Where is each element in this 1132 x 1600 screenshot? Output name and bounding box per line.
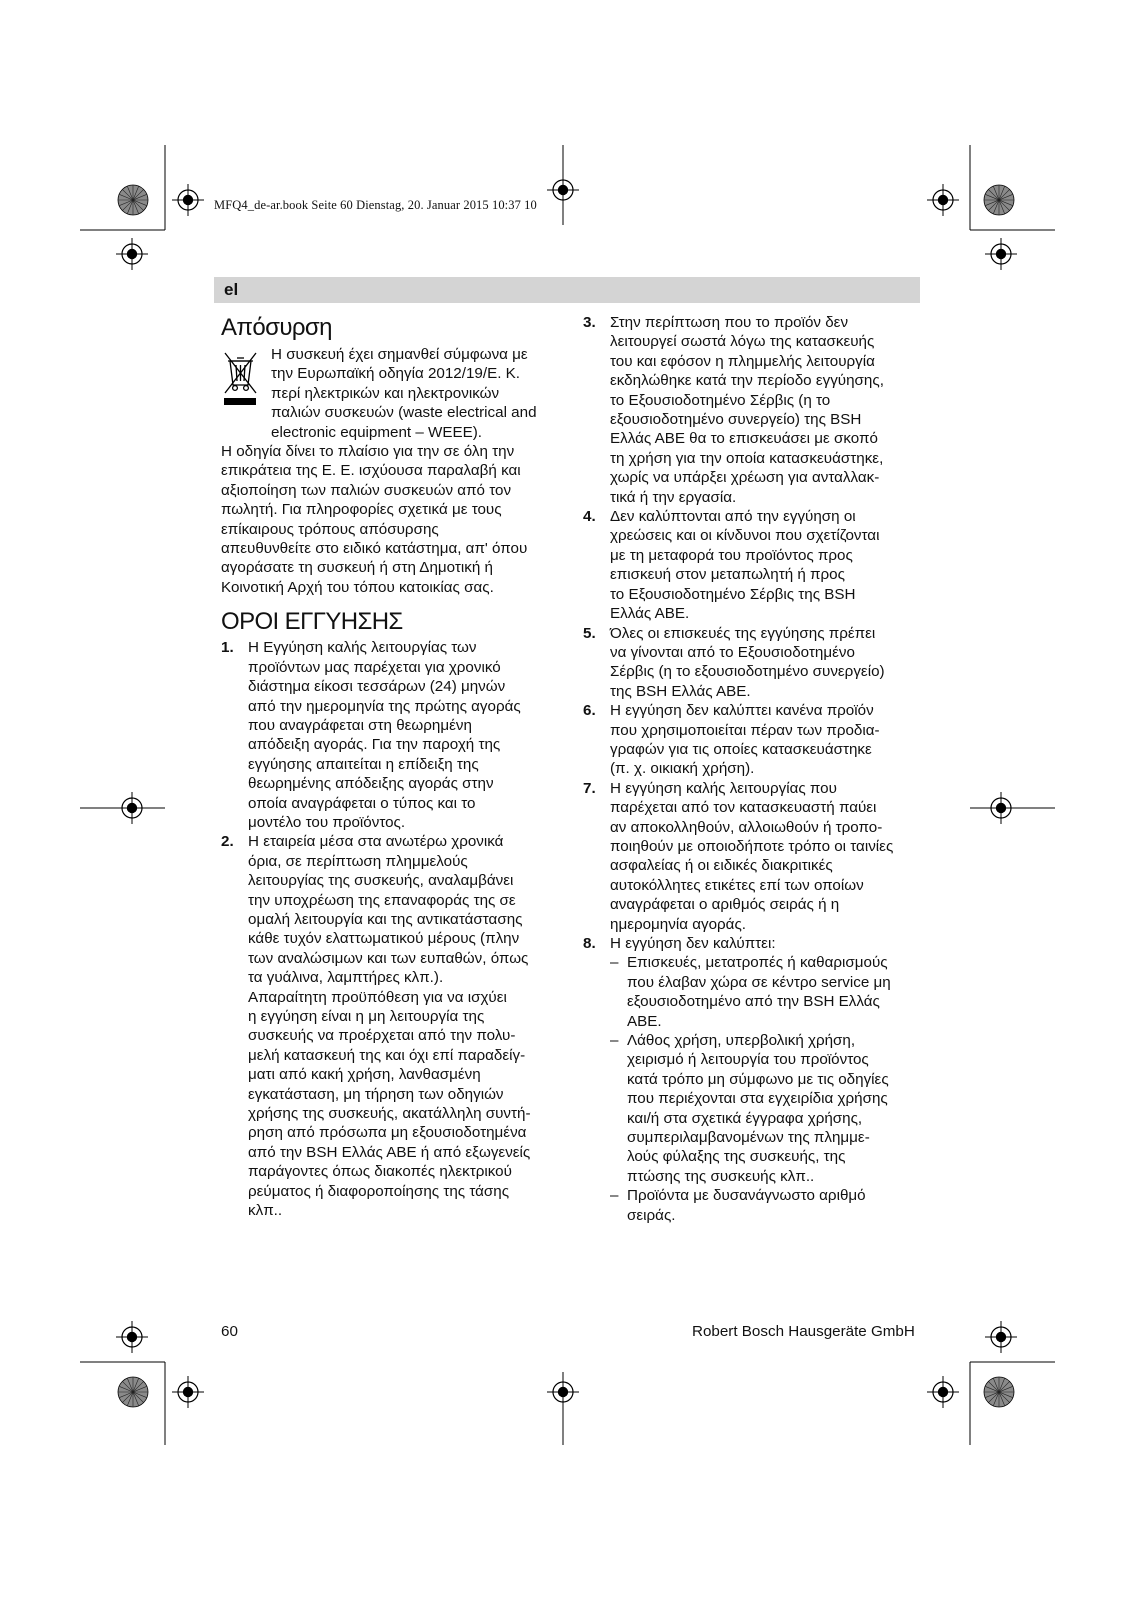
warranty-item-7 <box>583 779 923 934</box>
crossed-out-wheelie-bin-icon <box>221 349 261 407</box>
text-line: επικράτεια της Ε. Ε. ισχύουσα παραλαβή και <box>221 462 521 480</box>
text-line: σειράς. <box>627 1206 676 1224</box>
text-line: Λάθος χρήση, υπερβολική χρήση, <box>627 1032 856 1050</box>
disposal-title: Απόσυρση <box>221 314 332 341</box>
dash-bullet: – <box>610 954 619 972</box>
page-number: 60 <box>221 1323 238 1340</box>
text-line: το Εξουσιοδοτημένο Σέρβις της BSH <box>610 585 856 603</box>
text-line: γραφών για τις οποίες κατασκευάστηκε <box>610 740 872 758</box>
text-line: Η εταιρεία μέσα στα ανωτέρω χρονικά <box>248 833 504 851</box>
warranty-item-6 <box>583 701 923 779</box>
text-line: ρεύματος ή διαφοροποίησης της τάσης <box>248 1182 510 1200</box>
text-line: μοντέλο του προϊόντος. <box>248 813 406 831</box>
text-line: όρια, σε περίπτωση πλημμελούς <box>248 852 468 870</box>
text-line: παράγοντες όπως διακοπές ηλεκτρικού <box>248 1163 512 1181</box>
item-text <box>610 701 923 779</box>
text-line: Η οδηγία δίνει το πλαίσιο για την σε όλη την <box>221 443 515 461</box>
right-column <box>583 313 923 1225</box>
text-line: αν αποκολληθούν, αλλοιωθούν ή τροπο- <box>610 818 883 836</box>
text-line: Ελλάς ΑΒΕ θα το επισκευάσει με σκοπό <box>610 430 878 448</box>
text-line: την υποχρέωση της επαναφοράς της σε <box>248 891 516 909</box>
text-line: από την ημερομηνία της πρώτης αγοράς <box>248 697 521 715</box>
text-line: ημερομηνία αγοράς. <box>610 915 746 933</box>
text-line: διάστημα είκοσι τεσσάρων (24) μηνών <box>248 678 506 696</box>
dash-bullet: – <box>610 1187 619 1205</box>
exclusion-item-2 <box>610 1031 923 1186</box>
text-line: Προϊόντα με δυσανάγνωστο αριθμό <box>627 1187 866 1205</box>
text-line: επίκαιρους τρόπους απόσυρσης <box>221 520 439 538</box>
text-line: οποία αναγράφεται ο τύπος και το <box>248 794 476 812</box>
text-line: Η συσκευή έχει σημανθεί σύμφωνα με <box>271 346 528 363</box>
warranty-item-1 <box>221 638 561 832</box>
text-line: Απαραίτητη προϋπόθεση για να ισχύει <box>248 988 507 1006</box>
warranty-item-4 <box>583 507 923 623</box>
text-line: απευθυνθείτε στο ειδικό κατάστημα, απ' όπου <box>221 540 528 558</box>
text-line: ρηση από πρόσωπα μη εξουσιοδοτημένα <box>248 1124 527 1142</box>
text-line: Όλες οι επισκευές της εγγύησης πρέπει <box>610 624 876 642</box>
item-number: 2. <box>221 833 234 851</box>
text-line: λειτουργεί σωστά λόγω της κατασκευής <box>610 333 875 351</box>
text-line: την Ευρωπαϊκή οδηγία 2012/19/Ε. Κ. <box>271 365 521 383</box>
text-line: Η Εγγύηση καλής λειτουργίας των <box>248 639 477 657</box>
warranty-item-5 <box>583 624 923 702</box>
item-text <box>248 832 561 1220</box>
text-line: εγκατάσταση, μη τήρηση των οδηγιών <box>248 1085 504 1103</box>
item-number: 7. <box>583 779 596 797</box>
text-line: περί ηλεκτρικών και ηλεκτρονικών <box>271 384 500 402</box>
item-text <box>627 1186 923 1225</box>
weee-text <box>271 345 561 442</box>
text-line: χωρίς να υπάρξει χρέωση για ανταλλακ- <box>610 469 880 487</box>
text-line: που χρησιμοποιείται πέραν των προδια- <box>610 721 880 739</box>
item-number: 4. <box>583 508 596 526</box>
text-line: που έλαβαν χώρα σε κέντρο service μη <box>627 973 891 991</box>
text-line: τη χρήση για την οποία κατασκευάστηκε, <box>610 449 884 467</box>
left-column <box>221 313 561 1220</box>
disposal-paragraph <box>221 442 561 597</box>
weee-block <box>221 345 561 442</box>
text-line: Ελλάς ΑΒΕ. <box>610 605 690 623</box>
text-line: Επισκευές, μετατροπές ή καθαρισμούς <box>627 954 888 972</box>
item-number: 8. <box>583 935 596 952</box>
warranty-item-2 <box>221 832 561 1220</box>
item-text <box>610 779 923 934</box>
text-line: το Εξουσιοδοτημένο Σέρβις (η το <box>610 391 831 409</box>
text-line: επισκευή στον μεταπωλητή ή προς <box>610 566 845 584</box>
text-line: Η εγγύηση δεν καλύπτει κανένα προϊόν <box>610 702 874 720</box>
dash-bullet: – <box>610 1032 619 1050</box>
text-line: η εγγύηση είναι η μη λειτουργία της <box>248 1008 485 1025</box>
text-line: εξουσιοδοτημένο από την BSH Ελλάς <box>627 993 880 1011</box>
text-line: παλιών συσκευών (waste electrical and <box>271 404 537 422</box>
text-line: κλπ.. <box>248 1202 283 1220</box>
text-line: χειρισμό ή λειτουργία του προϊόντος <box>627 1051 869 1069</box>
text-line: λειτουργίας της συσκευής, αναλαμβάνει <box>248 872 514 890</box>
text-line: παρέχεται από τον κατασκευαστή παύει <box>610 799 877 817</box>
text-line: Η εγγύηση καλής λειτουργίας που <box>610 779 837 797</box>
text-line: αυτοκόλλητες ετικέτες επί των οποίων <box>610 876 864 894</box>
item-number: 6. <box>583 702 596 720</box>
text-line: Στην περίπτωση που το προϊόν δεν <box>610 314 849 331</box>
text-line: κατά τρόπο μη σύμφωνο με τις οδηγίες <box>627 1070 889 1088</box>
exclusion-item-3 <box>610 1186 923 1225</box>
text-line: με τη μεταφορά του προϊόντος προς <box>610 546 853 564</box>
warranty-item-3 <box>583 313 923 507</box>
text-line: χρήσης της συσκευής, ακατάλληλη συντή- <box>248 1105 531 1123</box>
item-number: 5. <box>583 624 596 642</box>
item-text <box>248 638 561 832</box>
text-line: electronic equipment – WEEE). <box>271 423 483 441</box>
text-line: συσκευής να προέρχεται από την πολυ- <box>248 1027 516 1045</box>
text-line: θεωρημένης απόδειξης αγοράς στην <box>248 775 494 793</box>
text-line: από την BSH Ελλάς ΑΒΕ ή από εξωγενείς <box>248 1143 531 1161</box>
item-text <box>610 313 923 507</box>
text-line: αναγράφεται ο αριθμός σειράς ή η <box>610 896 840 914</box>
item-text <box>610 507 923 623</box>
text-line: Η εγγύηση δεν καλύπτει: <box>610 935 776 952</box>
text-line: της BSH Ελλάς ΑΒΕ. <box>610 682 751 700</box>
text-line: που περιέχονται στα εγχειρίδια χρήσης <box>627 1090 888 1108</box>
item-text <box>610 934 923 953</box>
item-text <box>627 1031 923 1186</box>
text-line: λούς φύλαξης της συσκευής, της <box>627 1148 846 1166</box>
text-line: Κοινοτική Αρχή του τόπου κατοικίας σας. <box>221 578 494 596</box>
item-text <box>627 953 923 1031</box>
text-line: Δεν καλύπτονται από την εγγύηση οι <box>610 508 856 526</box>
print-header: MFQ4_de-ar.book Seite 60 Dienstag, 20. Januar 2015 10:37 10 <box>214 198 537 212</box>
text-line: των αναλώσιμων και των ευπαθών, όπως <box>248 949 529 967</box>
company-name: Robert Bosch Hausgeräte GmbH <box>692 1323 915 1340</box>
language-label: el <box>224 280 239 299</box>
item-number: 3. <box>583 314 596 331</box>
text-line: πωλητή. Για πληροφορίες σχετικά με τους <box>221 501 502 519</box>
text-line: ματι από κακή χρήση, λανθασμένη <box>248 1066 481 1084</box>
text-line: και/ή στα σχετικά έγγραφα χρήσης, <box>627 1109 863 1127</box>
warranty-item-8 <box>583 934 923 953</box>
text-line: Σέρβις (η το εξουσιοδοτημένο συνεργείο) <box>610 663 885 681</box>
language-bar <box>214 277 920 303</box>
text-line: ασφαλείας ή οι ειδικές διακριτικές <box>610 857 833 875</box>
item-number: 1. <box>221 639 234 657</box>
text-line: εγγύησης απαιτείται η επίδειξη της <box>248 755 479 773</box>
text-line: κάθε τυχόν ελαττωματικού μέρους (πλην <box>248 930 520 948</box>
text-line: τικά ή την εργασία. <box>610 488 737 506</box>
item-text <box>610 624 923 702</box>
text-line: που αναγράφεται στη θεωρημένη <box>248 716 472 734</box>
text-line: μελή κατασκευή της και όχι επί παραδείγ- <box>248 1046 526 1064</box>
text-line: απόδειξη αγοράς. Για την παροχή της <box>248 736 501 754</box>
text-line: ΑΒΕ. <box>627 1012 662 1030</box>
text-line: εξουσιοδοτημένο συνεργείο) της BSH <box>610 411 862 429</box>
warranty-title: ΟΡΟΙ ΕΓΓΥΗΣΗΣ <box>221 608 403 636</box>
text-line: χρεώσεις και οι κίνδυνοι που σχετίζονται <box>610 527 880 545</box>
text-line: αξιοποίηση των παλιών συσκευών από τον <box>221 481 512 499</box>
text-line: πτώσης της συσκευής κλπ.. <box>627 1167 815 1185</box>
text-line: προϊόντων μας παρέχεται για χρονικό <box>248 658 501 676</box>
text-line: συμπεριλαμβανομένων της πλημμε- <box>627 1129 870 1147</box>
exclusion-item-1 <box>610 953 923 1031</box>
text-line: του και εφόσον η πλημμελής λειτουργία <box>610 352 875 370</box>
text-line: τα γυάλινα, λαμπτήρες κλπ.). <box>248 969 444 987</box>
text-line: (π. χ. οικιακή χρήση). <box>610 760 755 778</box>
text-line: εκδηλώθηκε κατά την περίοδο εγγύησης, <box>610 372 884 390</box>
text-line: ποιηθούν με οποιοδήποτε τρόπο οι ταινίες <box>610 837 894 855</box>
text-line: ομαλή λειτουργία και της αντικατάστασης <box>248 910 523 928</box>
text-line: αγοράσατε τη συσκευή ή στη Δημοτική ή <box>221 559 493 577</box>
text-line: να γίνονται από το Εξουσιοδοτημένο <box>610 643 855 661</box>
